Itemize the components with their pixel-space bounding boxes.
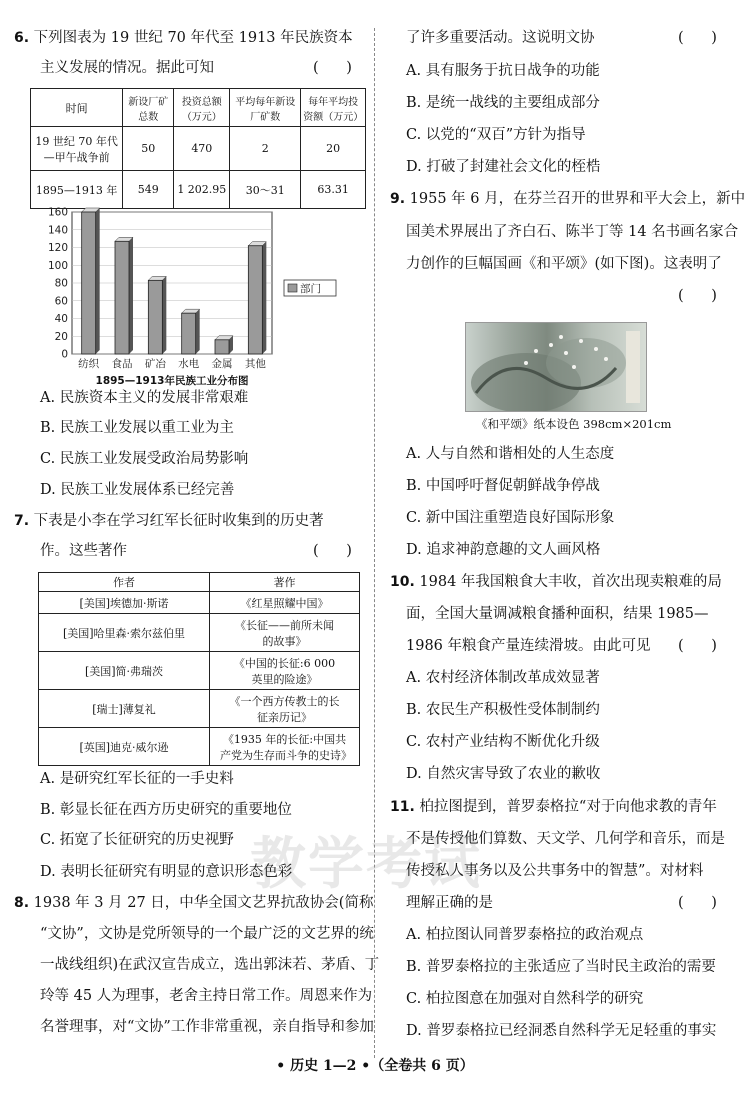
y-tick-label: 160: [47, 206, 68, 219]
q11-option-a[interactable]: A. 柏拉图认同普罗泰格拉的政治观点: [406, 927, 644, 943]
q11-line-2: 不是传授他们算数、天文学、几何学和音乐，而是: [406, 831, 725, 847]
q8-line-2: “文协”，文协是党所领导的一个最广泛的文艺界的统: [40, 926, 374, 942]
painting-caption: 《和平颂》纸本设色 398cm×201cm: [476, 417, 672, 431]
page-footer: • 历史 1—2 •（全卷共 6 页）: [276, 1058, 474, 1074]
y-tick-label: 40: [54, 313, 68, 325]
q6-number: 6.: [14, 30, 30, 46]
q10-line-1: 10. 1984 年我国粮食大丰收，首次出现卖粮难的局: [390, 574, 722, 590]
q9-number: 9.: [390, 191, 406, 207]
table-cell: 1 202.95: [174, 171, 230, 209]
q11-line-4: 理解正确的是: [406, 895, 493, 911]
q9-line-2: 国美术界展出了齐白石、陈半丁等 14 名书画名家合: [406, 224, 739, 240]
table-cell: 《红星照耀中国》: [210, 592, 360, 614]
q8-option-b[interactable]: B. 是统一战线的主要组成部分: [406, 95, 600, 111]
q8-line-5: 名誉理事，对“文协”工作非常重视，亲自指导和参加: [40, 1019, 374, 1035]
table-row: [31, 127, 366, 171]
x-tick-label: 水电: [178, 358, 200, 370]
painting-illustration: [466, 323, 646, 411]
q6-table-header: 投资总额（万元）: [174, 89, 230, 127]
table-cell: 19 世纪 70 年代—甲午战争前: [31, 127, 123, 171]
q6-option-b[interactable]: B. 民族工业发展以重工业为主: [40, 420, 234, 436]
q8-line-1: 8. 1938 年 3 月 27 日，中华全国文艺界抗敌协会(简称: [14, 895, 374, 911]
q11-number: 11.: [390, 799, 415, 815]
q8-option-d[interactable]: D. 打破了封建社会文化的桎梏: [406, 159, 601, 175]
table-cell: [美国]埃德加·斯诺: [39, 592, 210, 614]
q11-option-d[interactable]: D. 普罗泰格拉已经洞悉自然科学无足轻重的事实: [406, 1023, 717, 1039]
bar: [215, 340, 229, 354]
bar: [182, 313, 196, 354]
q6-line-2: 主义发展的情况。据此可知: [40, 60, 214, 76]
table-cell: 30～31: [230, 171, 301, 209]
q7-table-header: 著作: [210, 573, 360, 592]
table-cell: 《一个西方传教士的长征亲历记》: [210, 690, 360, 728]
x-tick-label: 金属: [211, 358, 233, 370]
y-tick-label: 140: [47, 224, 68, 237]
q6-table-header: 平均每年新设厂矿数: [230, 89, 301, 127]
q10-answer-paren[interactable]: ( ): [678, 638, 717, 654]
y-tick-label: 0: [61, 348, 68, 361]
y-tick-label: 100: [47, 259, 68, 272]
table-row: [39, 652, 360, 690]
column-divider: [374, 28, 375, 1058]
table-cell: 1895—1913 年: [31, 171, 123, 209]
q8-number: 8.: [14, 895, 30, 911]
q6-option-c[interactable]: C. 民族工业发展受政治局势影响: [40, 451, 249, 467]
y-tick-label: 20: [54, 330, 68, 343]
table-row: [39, 728, 360, 766]
table-cell: 《中国的长征:6 000 英里的险途》: [210, 652, 360, 690]
table-cell: [瑞士]薄复礼: [39, 690, 210, 728]
bar: [148, 280, 162, 354]
table-cell: [美国]简·弗瑞茨: [39, 652, 210, 690]
q9-line-3: 力创作的巨幅国画《和平颂》(如下图)。这表明了: [406, 256, 722, 272]
q8-option-a[interactable]: A. 具有服务于抗日战争的功能: [406, 63, 600, 79]
q7-line-2: 作。这些著作: [40, 543, 127, 559]
q9-option-a[interactable]: A. 人与自然和谐相处的人生态度: [406, 446, 615, 462]
table-row: [39, 690, 360, 728]
q11-answer-paren[interactable]: ( ): [678, 895, 717, 911]
q11-line-3: 传授私人事务以及公共事务中的智慧”。对材料: [406, 863, 704, 879]
q7-option-a[interactable]: A. 是研究红军长征的一手史料: [40, 771, 234, 787]
legend-label: 部门: [300, 283, 321, 295]
q10-line-2: 面，全国大量调减粮食播种面积，结果 1985—: [406, 606, 709, 622]
bar-side: [196, 309, 200, 354]
q9-line-1: 9. 1955 年 6 月，在芬兰召开的世界和平大会上，新中: [390, 191, 746, 207]
chart-title: 1895—1913年民族工业分布图: [95, 375, 249, 387]
q10-number: 10.: [390, 574, 415, 590]
q10-option-d[interactable]: D. 自然灾害导致了农业的歉收: [406, 766, 601, 782]
q10-option-a[interactable]: A. 农村经济体制改革成效显著: [406, 670, 600, 686]
q7-option-c[interactable]: C. 拓宽了长征研究的历史视野: [40, 832, 234, 848]
bar: [115, 241, 129, 354]
x-tick-label: 其他: [244, 358, 266, 370]
legend-swatch: [288, 284, 297, 292]
q6-table-header: 新设厂矿总数: [123, 89, 174, 127]
q7-table: [38, 572, 360, 766]
table-row: [31, 171, 366, 209]
table-row: [39, 592, 360, 614]
table-cell: 2: [230, 127, 301, 171]
table-cell: 《长征——前所未闻的故事》: [210, 614, 360, 652]
q10-option-c[interactable]: C. 农村产业结构不断优化升级: [406, 734, 600, 750]
y-tick-label: 80: [54, 277, 68, 290]
q9-answer-paren[interactable]: ( ): [678, 288, 717, 304]
q6-option-a[interactable]: A. 民族资本主义的发展非常艰难: [40, 390, 249, 406]
bar: [248, 246, 262, 354]
bar-side: [262, 242, 266, 354]
bar-side: [162, 276, 166, 354]
q10-option-b[interactable]: B. 农民生产积极性受体制制约: [406, 702, 600, 718]
q11-option-b[interactable]: B. 普罗泰格拉的主张适应了当时民主政治的需要: [406, 959, 716, 975]
q7-line-1: 7. 下表是小李在学习红军长征时收集到的历史著: [14, 513, 324, 529]
table-cell: 470: [174, 127, 230, 171]
x-tick-label: 矿冶: [144, 358, 166, 370]
table-row: [39, 614, 360, 652]
q11-line-1: 11. 柏拉图提到，普罗泰格拉“对于向他求教的青年: [390, 799, 717, 815]
y-tick-label: 120: [47, 242, 68, 254]
industry-bar-chart: [28, 204, 348, 390]
bar-side: [129, 237, 133, 354]
watermark: 教学考试: [250, 832, 482, 897]
y-tick-label: 60: [54, 295, 68, 308]
q7-table-header: 作者: [39, 573, 210, 592]
q8-line-3: 一战线组织)在武汉宣告成立，选出郭沫若、茅盾、丁: [40, 957, 380, 973]
q6-table: [30, 88, 366, 209]
q11-option-c[interactable]: C. 柏拉图意在加强对自然科学的研究: [406, 991, 644, 1007]
table-cell: [美国]哈里森·索尔兹伯里: [39, 614, 210, 652]
q9-option-c[interactable]: C. 新中国注重塑造良好国际形象: [406, 510, 615, 526]
q6-table-header: 时间: [31, 89, 123, 127]
q8-line-6: 了许多重要活动。这说明文协: [406, 30, 595, 46]
q7-option-d[interactable]: D. 表明长征研究有明显的意识形态色彩: [40, 864, 293, 880]
peace-painting-image: [465, 322, 647, 412]
q7-option-b[interactable]: B. 彰显长征在西方历史研究的重要地位: [40, 802, 292, 818]
table-cell: 50: [123, 127, 174, 171]
q6-option-d[interactable]: D. 民族工业发展体系已经完善: [40, 482, 235, 498]
bar-side: [96, 208, 100, 354]
q8-option-c[interactable]: C. 以党的“双百”方针为指导: [406, 127, 586, 143]
x-tick-label: 食品: [111, 358, 133, 370]
table-cell: 《1935 年的长征:中国共产党为生存而斗争的史诗》: [210, 728, 360, 766]
q6-table-header: 每年平均投资额（万元）: [301, 89, 366, 127]
table-cell: 549: [123, 171, 174, 209]
q9-option-b[interactable]: B. 中国呼吁督促朝鲜战争停战: [406, 478, 600, 494]
q6-line-1: 6. 下列图表为 19 世纪 70 年代至 1913 年民族资本: [14, 30, 353, 46]
q6-answer-paren[interactable]: ( ): [313, 60, 352, 76]
q8-line-4: 玲等 45 人为理事，老舍主持日常工作。周恩来作为: [40, 988, 373, 1004]
table-cell: 63.31: [301, 171, 366, 209]
q7-number: 7.: [14, 513, 30, 529]
table-cell: [英国]迪克·威尔逊: [39, 728, 210, 766]
q7-answer-paren[interactable]: ( ): [313, 543, 352, 559]
bar: [82, 212, 96, 354]
x-tick-label: 纺织: [78, 358, 100, 370]
table-cell: 20: [301, 127, 366, 171]
q8-answer-paren[interactable]: ( ): [678, 30, 717, 46]
q10-line-3: 1986 年粮食产量连续滑坡。由此可见: [406, 638, 651, 654]
q9-option-d[interactable]: D. 追求神韵意趣的文人画风格: [406, 542, 601, 558]
